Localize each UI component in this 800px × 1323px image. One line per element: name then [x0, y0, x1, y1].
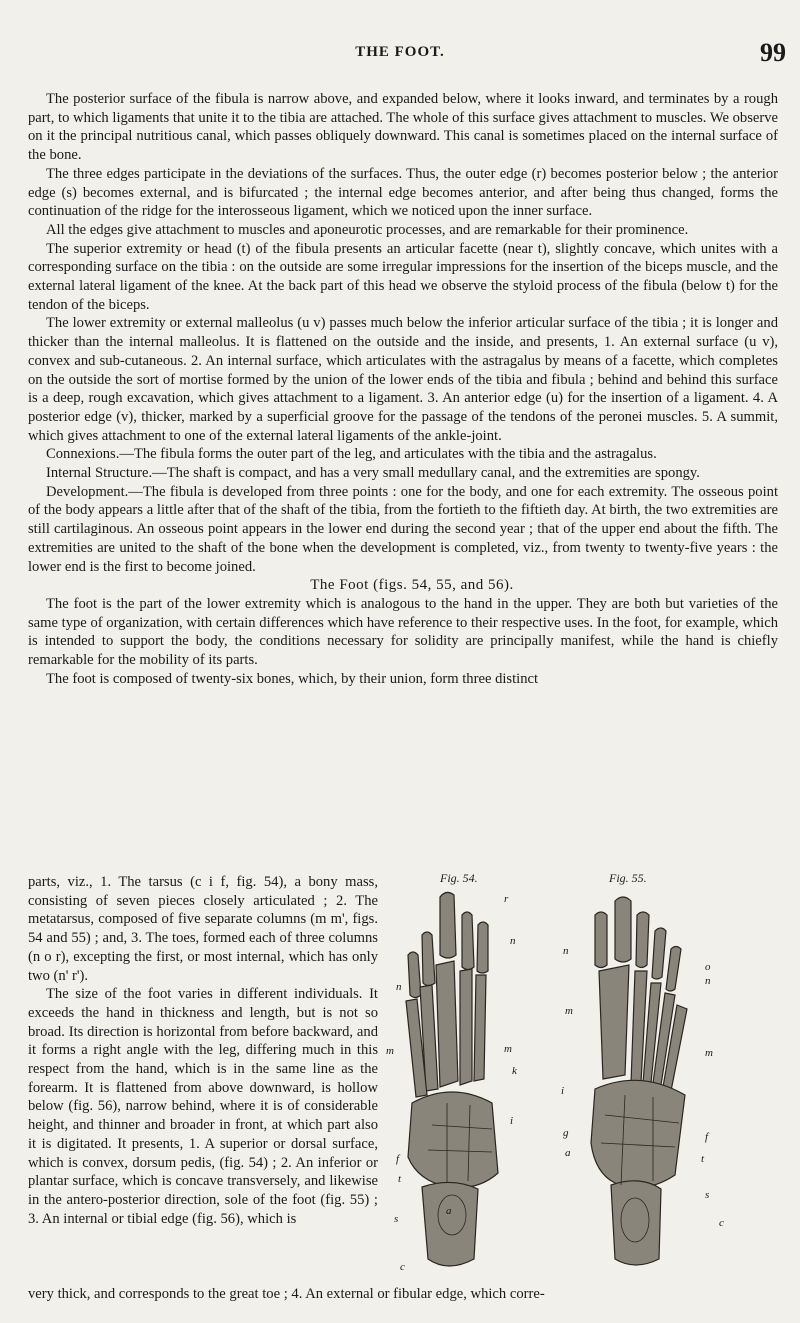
figure-label: a: [446, 1205, 452, 1217]
paragraph: The three edges participate in the deviations of the surfaces. Thus, the outer edge (r) becomes posterior below ; the anterior edge (s) becomes external, and is bifurcated ; the internal edge becomes anterior, and after being thus changed, forms the continuation of the ridge for the interosseous ligament, which we noticed upon the inner surface.: [28, 165, 778, 220]
figure-label: k: [512, 1065, 517, 1077]
foot-dorsal-illustration: [392, 875, 542, 1285]
figure-label: f: [705, 1131, 709, 1143]
figure-caption: Fig. 54.: [440, 871, 478, 885]
paragraph: The size of the foot varies in different individuals. It exceeds the hand in thickness and length, but is not so broad. Its direction is horizontal from before backward, and it forms a right angle with the leg, differing much in this respect from the hand, which is in the same line as the forearm. It is flattened from above downward, is hollow below (fig. 56), narrow behind, where it is of considerable height, and thinner and broader in front, at which part also it is digitated. It presents, 1. A superior or dorsal surface, which is convex, dorsum pedis, (fig. 54) ; 2. An inferior or plantar surface, which is concave transversely, and likewise in the antero-posterior direction, sole of the foot (fig. 55) ; 3. An internal or tibial edge (fig. 56), which is: [28, 986, 378, 1227]
section-heading: The Foot (figs. 54, 55, and 56).: [310, 577, 514, 594]
page-number: 99: [760, 38, 786, 67]
figure-54: [386, 871, 542, 1285]
figure-label: g: [563, 1127, 569, 1139]
figure-label: n: [705, 975, 711, 987]
running-title: THE FOOT.: [355, 44, 445, 60]
figure-label: s: [394, 1213, 399, 1225]
figure-label: n: [396, 981, 402, 993]
paragraph: The superior extremity or head (t) of the fibula presents an articular facette (near t), slightly concave, which unites with a corresponding surface on the tibia : on the outside are some irregular impressions for the insertion of the biceps muscle, and the external lateral ligament of the knee. At the back part of this head we observe the styloid process of the fibula (below t) for the tendon of the biceps.: [28, 240, 778, 313]
figure-label: t: [701, 1153, 705, 1165]
paragraph: All the edges give attachment to muscles and aponeurotic processes, and are remarkable for their prominence.: [46, 221, 689, 238]
figure-label: a: [565, 1147, 571, 1159]
paragraph: Internal Structure.—The shaft is compact, and has a very small medullary canal, and the extremities are spongy.: [46, 465, 700, 482]
main-text: [28, 90, 778, 689]
figure-55: [555, 871, 745, 1285]
paragraph: Connexions.—The fibula forms the outer part of the leg, and articulates with the tibia and the astragalus.: [46, 446, 657, 463]
paragraph: The foot is the part of the lower extremity which is analogous to the hand in the upper. They are both but varieties of the same type of organization, with certain differences which have reference to their respective uses. In the foot, for example, which is intended to support the body, the conditions necessary for solidity are principally manifest, while the hand is chiefly remarkable for the mobility of its parts.: [28, 595, 778, 669]
figure-label: m: [705, 1047, 713, 1059]
figure-label: f: [396, 1153, 400, 1165]
final-line: very thick, and corresponds to the great toe ; 4. An external or fibular edge, which corre-: [28, 1286, 545, 1302]
foot-plantar-illustration: [555, 875, 745, 1285]
figure-label: s: [705, 1189, 710, 1201]
figure-label: m: [504, 1043, 512, 1055]
paragraph: The lower extremity or external malleolus (u v) passes much below the inferior articular surface of the tibia ; it is longer and thicker than the internal malleolus. It is flattened on the outside and the inside, and presents, 1. An external surface (u v), convex and sub-cutaneous. 2. An internal surface, which articulates with the astragalus by means of a facette, which completes on the outside the sort of mortise formed by the union of the lower ends of the tibia and fibula ; behind and behind this surface is a deep, rough excavation, which gives attachment to a ligament. 3. An anterior edge (u) for the insertion of a ligament. 4. A posterior edge (v), thicker, marked by a superficial groove for the passage of the tendons of the peronei muscles. 5. A summit, which gives attachment to one of the external lateral ligaments of the ankle-joint.: [28, 315, 778, 444]
figure-label: i: [561, 1085, 565, 1097]
figure-label: n: [563, 945, 569, 957]
paragraph: The posterior surface of the fibula is narrow above, and expanded below, where it looks inward, and terminates by a rough part, to which ligaments that unite it to the tibia are attached. The whole of this surface gives attachment to muscles. We observe on it the principal nutritious canal, which passes obliquely downward. This canal is sometimes placed on the internal surface of the bone.: [28, 91, 778, 164]
figure-label: r: [504, 893, 509, 905]
paragraph: parts, viz., 1. The tarsus (c i f, fig. 54), a bony mass, consisting of seven pieces closely articulated ; 2. The metatarsus, composed of five separate columns (m m', figs. 54 and 55) ; and, 3. The toes, formed each of three columns (n o r), excepting the first, or most internal, which has only two (n' r').: [28, 874, 378, 984]
wrapped-text: [28, 873, 378, 1228]
figure-label: n: [510, 935, 516, 947]
paragraph: Development.—The fibula is developed from three points : one for the body, and one for each extremity. The osseous point of the body appears a little after that of the shaft of the tibia, from the fortieth to the fiftieth day. At birth, the two extremities are still cartilaginous. An osseous point appears in the lower end during the second year ; that of the upper end about the fifth. The extremities are united to the shaft of the bone when the development is completed, viz., from twenty to twenty-five years : the lower end is the first to become joined.: [28, 483, 778, 575]
figure-label: c: [400, 1261, 405, 1273]
figure-caption: Fig. 55.: [609, 871, 647, 885]
figure-label: c: [719, 1217, 724, 1229]
figure-label: o: [705, 961, 711, 973]
figure-label: m: [565, 1005, 573, 1017]
paragraph: The foot is composed of twenty-six bones, which, by their union, form three distinct: [46, 670, 539, 687]
figure-label: m: [386, 1045, 394, 1057]
figure-label: i: [510, 1115, 514, 1127]
figure-label: t: [398, 1173, 402, 1185]
